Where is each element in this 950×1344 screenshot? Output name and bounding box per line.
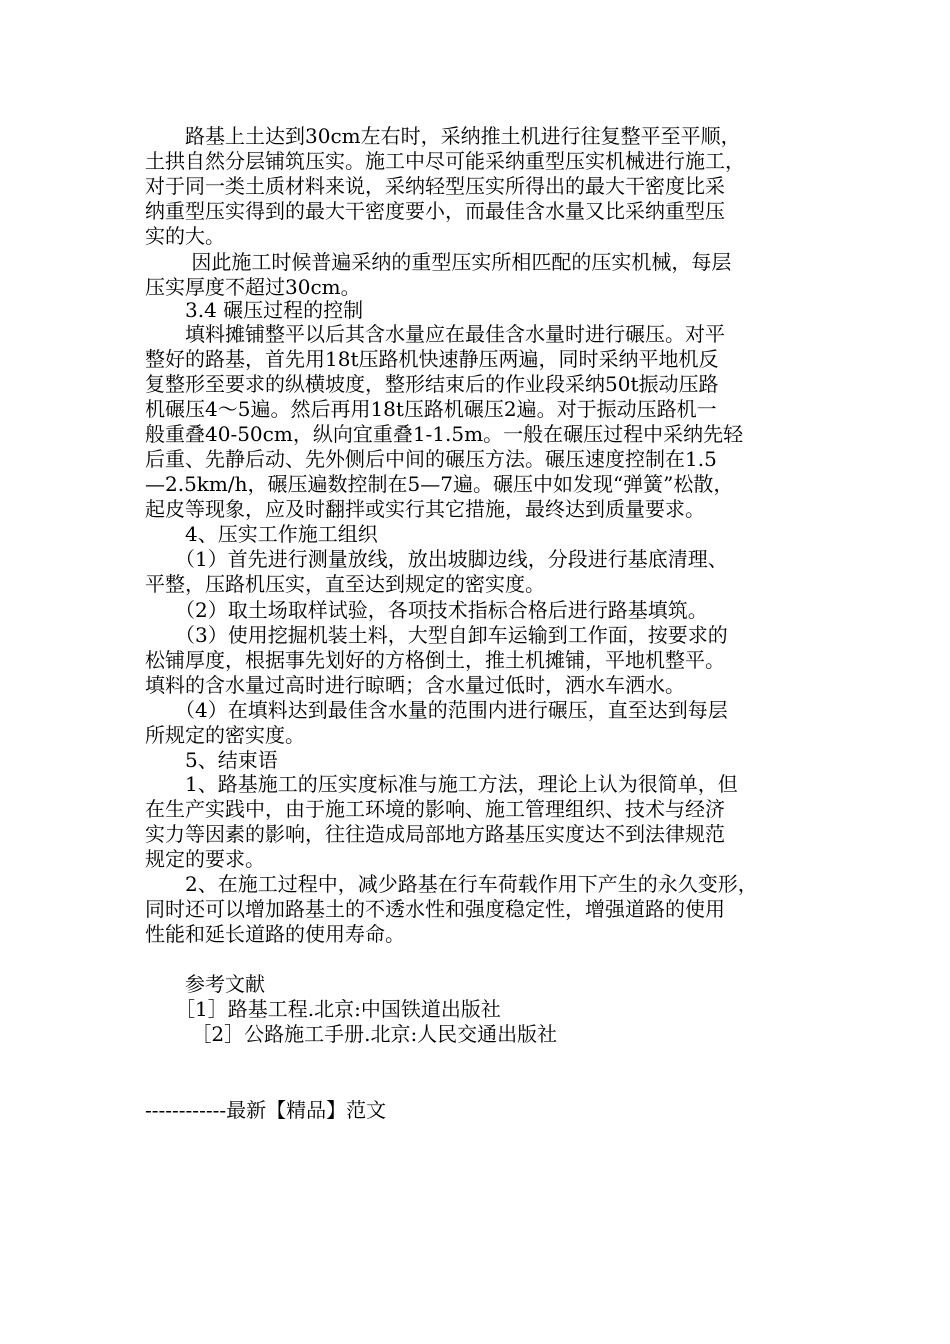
text-line: —2.5km/h，碾压遍数控制在5—7遍。碾压中如发现“弹簧”松散， [145,472,734,496]
text-line: 平整，压路机压实，直至达到规定的密实度。 [145,572,545,596]
text-line: 填料摊铺整平以后其含水量应在最佳含水量时进行碾压。对平 [145,322,725,346]
text-line: （4）在填料达到最佳含水量的范围内进行碾压，直至达到每层 [145,698,728,722]
text-line: （2）取土场取样试验，各项技术指标合格后进行路基填筑。 [145,598,708,622]
section-heading: 5、结束语 [145,748,278,772]
text-line: 复整形至要求的纵横坡度，整形结束后的作业段采纳50t振动压路 [145,372,719,396]
text-line: 机碾压4～5遍。然后再用18t压路机碾压2遍。对于振动压路机一 [145,397,717,421]
text-line: 后重、先静后动、先外侧后中间的碾压方法。碾压速度控制在1.5 [145,447,717,471]
text-line: （1）首先进行测量放线，放出坡脚边线，分段进行基底清理、 [145,547,728,571]
text-line: 实的大。 [145,224,225,248]
text-line: 填料的含水量过高时进行晾晒；含水量过低时，洒水车洒水。 [145,673,685,697]
text-line: （3）使用挖掘机装土料，大型自卸车运输到工作面，按要求的 [145,623,728,647]
text-line: 2、在施工过程中，减少路基在行车荷载作用下产生的永久变形， [145,872,758,896]
text-line: 同时还可以增加路基土的不透水性和强度稳定性，增强道路的使用 [145,897,725,921]
text-line: 所规定的密实度。 [145,723,305,747]
text-line: 整好的路基，首先用18t压路机快速静压两遍，同时采纳平地机反 [145,347,719,371]
reference-item: ［2］公路施工手册.北京:人民交通出版社 [145,1022,558,1046]
text-line: 般重叠40-50cm，纵向宜重叠1-1.5m。一般在碾压过程中采纳先轻 [145,422,744,446]
text-line: 实力等因素的影响，往往造成局部地方路基压实度达不到法律规范 [145,822,725,846]
text-line: 路基上土达到30cm左右时，采纳推土机进行往复整平至平顺， [145,124,741,148]
text-line: 因此施工时候普遍采纳的重型压实所相匹配的压实机械，每层 [145,250,732,274]
text-line: 性能和延长道路的使用寿命。 [145,922,405,946]
section-heading: 3.4 碾压过程的控制 [145,298,364,322]
text-line: 纳重型压实得到的最大干密度要小，而最佳含水量又比采纳重型压 [145,199,725,223]
text-line: 对于同一类土质材料来说，采纳轻型压实所得出的最大干密度比采 [145,174,725,198]
footer-text: ------------最新【精品】范文 [145,1098,387,1122]
text-line: 在生产实践中，由于施工环境的影响、施工管理组织、技术与经济 [145,797,725,821]
references-heading: 参考文献 [145,972,265,996]
text-line: 压实厚度不超过30cm。 [145,275,361,299]
reference-item: ［1］路基工程.北京:中国铁道出版社 [145,997,501,1021]
text-line: 土拱自然分层铺筑压实。施工中尽可能采纳重型压实机械进行施工， [145,149,745,173]
text-line: 1、路基施工的压实度标准与施工方法，理论上认为很简单，但 [145,772,738,796]
text-line: 松铺厚度，根据事先划好的方格倒土，推土机摊铺，平地机整平。 [145,648,725,672]
section-heading: 4、压实工作施工组织 [145,522,378,546]
text-line: 起皮等现象，应及时翻拌或实行其它措施，最终达到质量要求。 [145,497,705,521]
text-line: 规定的要求。 [145,847,265,871]
